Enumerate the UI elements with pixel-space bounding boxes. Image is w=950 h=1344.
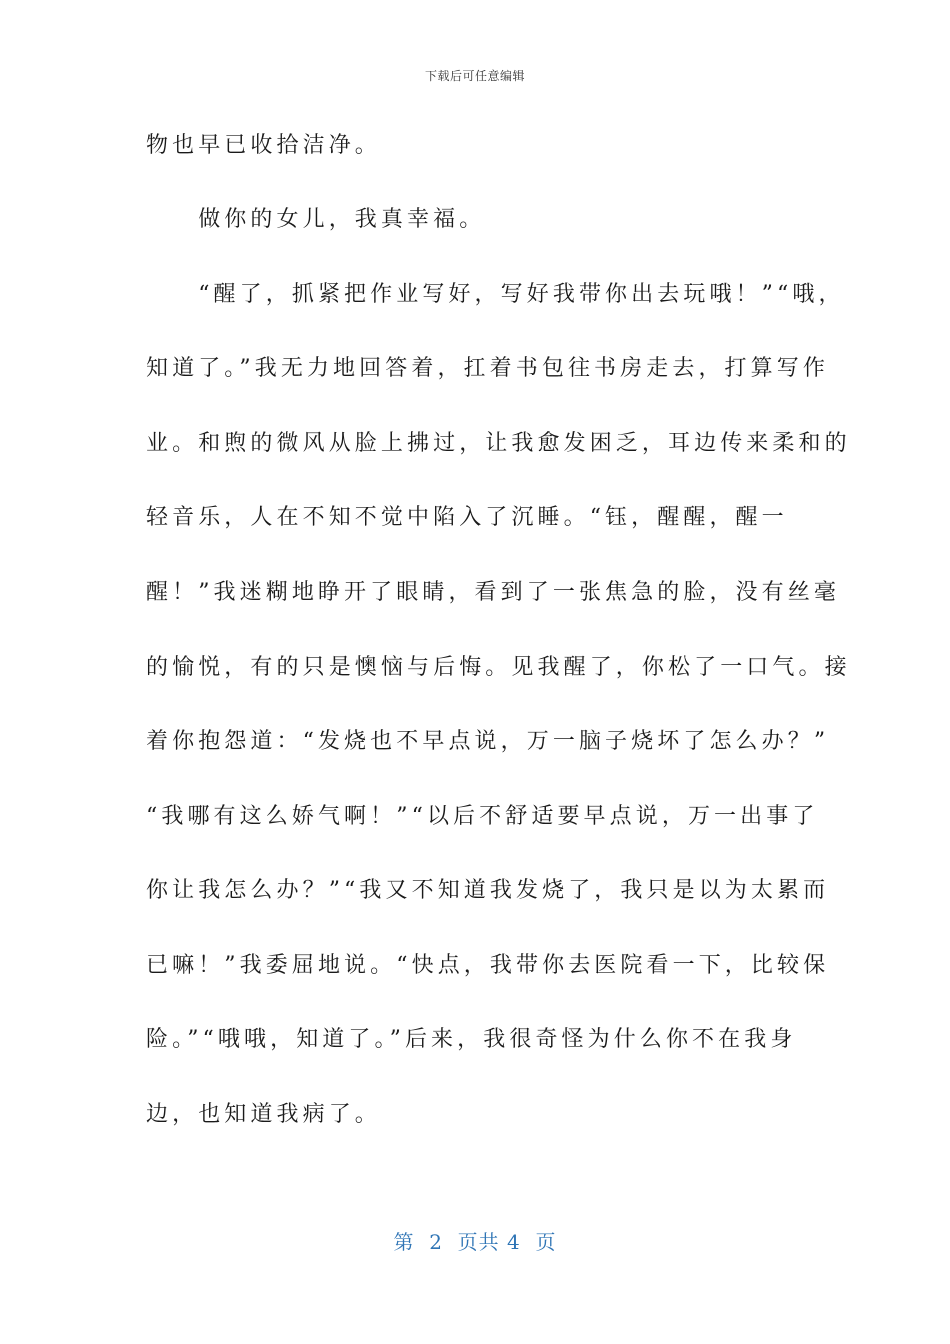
- body-line: 边，也知道我病了。: [146, 1102, 381, 1127]
- header-note: 下载后可任意编辑: [424, 69, 525, 83]
- body-line: 知道了。”我无力地回答着，扛着书包往书房走去，打算写作: [146, 356, 829, 381]
- body-line: 做你的女儿，我真幸福。: [146, 207, 486, 232]
- body-line: 轻音乐，人在不知不觉中陷入了沉睡。“钰，醒醒，醒一: [146, 505, 788, 530]
- body-line: 业。和煦的微风从脸上拂过，让我愈发困乏，耳边传来柔和的: [146, 431, 851, 456]
- body-line: 物也早已收拾洁净。: [146, 133, 381, 158]
- body-line: 着你抱怨道：“发烧也不早点说，万一脑子烧坏了怎么办？”: [146, 729, 830, 754]
- body-line: “我哪有这么娇气啊！”“以后不舒适要早点说，万一出事了: [146, 804, 819, 829]
- body-line: “醒了，抓紧把作业写好，写好我带你出去玩哦！”“哦，: [146, 282, 845, 307]
- body-line: 险。”“哦哦，知道了。”后来，我很奇怪为什么你不在我身: [146, 1027, 797, 1052]
- body-line: 已嘛！”我委屈地说。“快点，我带你去医院看一下，比较保: [146, 953, 830, 978]
- body-line: 的愉悦，有的只是懊恼与后悔。见我醒了，你松了一口气。接: [146, 655, 851, 680]
- page-number: 第 2 页共 4 页: [393, 1230, 557, 1254]
- body-line: 醒！”我迷糊地睁开了眼睛，看到了一张焦急的脸，没有丝毫: [146, 580, 840, 605]
- body-line: 你让我怎么办？”“我又不知道我发烧了，我只是以为太累而: [146, 878, 830, 903]
